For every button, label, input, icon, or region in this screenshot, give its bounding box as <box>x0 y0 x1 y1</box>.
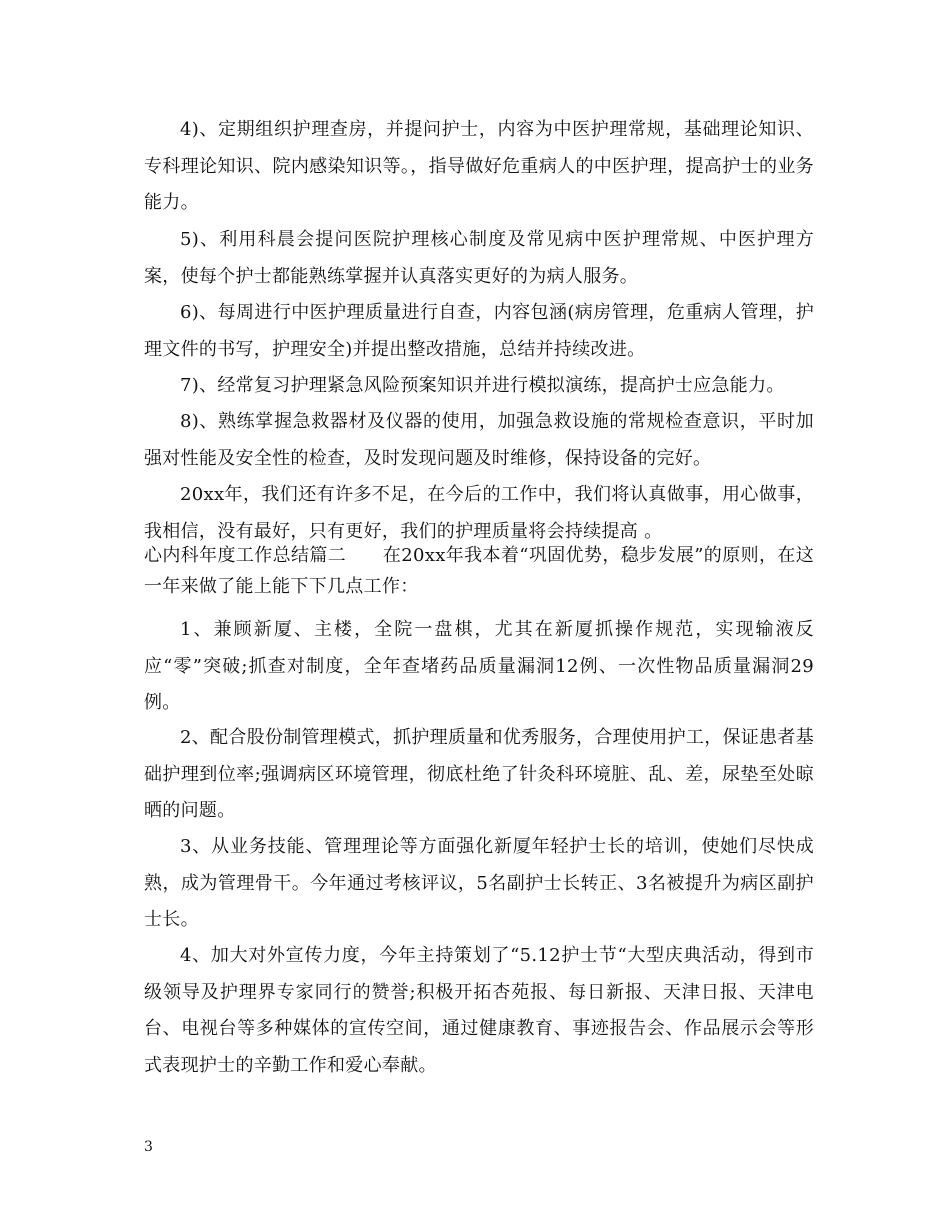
paragraph-item-5: 5)、利用科晨会提问医院护理核心制度及常见病中医护理常规、中医护理方案，使每个护士都能熟练掌握并认真落实更好的为病人服务。 <box>144 229 814 287</box>
paragraph-point-4: 4、加大对外宣传力度，今年主持策划了“5.12护士节“大型庆典活动，得到市级领导及护理界专家同行的赞誉;积极开拓杏苑报、每日新报、天津日报、天津电台、电视台等多种媒体的宣传空间，通过健康教育、事迹报告会、作品展示会等形式表现护士的辛勤工作和爱心奉献。 <box>144 945 814 1076</box>
page-number: 3 <box>144 1139 153 1155</box>
paragraph-item-7: 7)、经常复习护理紧急风险预案知识并进行模拟演练，提高护士应急能力。 <box>180 375 785 396</box>
paragraph-point-3: 3、从业务技能、管理理论等方面强化新厦年轻护士长的培训，使她们尽快成熟，成为管理骨干。今年通过考核评议，5名副护士长转正、3名被提升为病区副护士长。 <box>144 836 814 930</box>
section-heading-paragraph: 心内科年度工作总结篇二 在20xx年我本着“巩固优势，稳步发展”的原则，在这一年来做了能上能下下几点工作： <box>144 545 814 597</box>
paragraph-summary: 20xx年，我们还有许多不足，在今后的工作中，我们将认真做事，用心做事，我相信，没有最好，只有更好，我们的护理质量将会持续提高 。 <box>144 484 814 542</box>
paragraph-item-6: 6)、每周进行中医护理质量进行自查，内容包涵(病房管理，危重病人管理，护理文件的书写，护理安全)并提出整改措施，总结并持续改进。 <box>144 302 814 360</box>
paragraph-point-2: 2、配合股份制管理模式，抓护理质量和优秀服务，合理使用护工，保证患者基础护理到位率;强调病区环境管理，彻底杜绝了针灸科环境脏、乱、差，尿垫至处晾晒的问题。 <box>144 727 814 821</box>
paragraph-item-8: 8)、熟练掌握急救器材及仪器的使用，加强急救设施的常规检查意识，平时加强对性能及安全性的检查，及时发现问题及时维修，保持设备的完好。 <box>144 411 814 469</box>
paragraph-point-1: 1、兼顾新厦、主楼，全院一盘棋，尤其在新厦抓操作规范，实现输液反应“零”突破;抓查对制度，全年查堵药品质量漏洞12例、一次性物品质量漏洞29例。 <box>144 619 814 713</box>
paragraph-item-4: 4)、定期组织护理查房，并提问护士，内容为中医护理常规，基础理论知识、专科理论知识、院内感染知识等。，指导做好危重病人的中医护理，提高护士的业务能力。 <box>144 119 814 213</box>
